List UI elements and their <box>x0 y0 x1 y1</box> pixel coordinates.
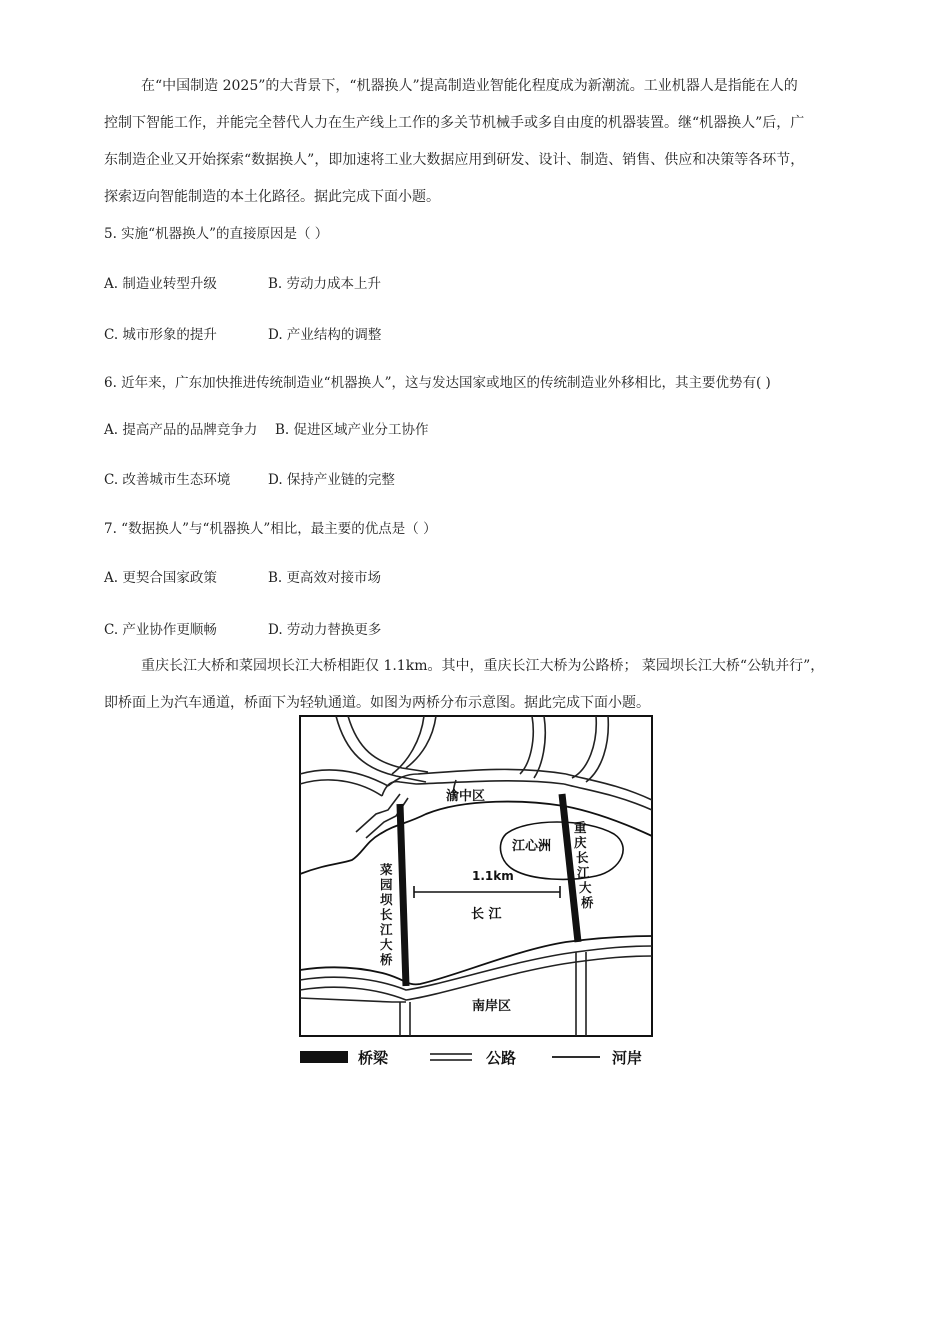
chongqing-char: 长 <box>576 850 589 865</box>
label-distance: 1.1km <box>472 869 514 883</box>
question-6-option-b: B. 促进区域产业分工协作 <box>275 422 429 438</box>
chongqing-char: 桥 <box>581 895 594 910</box>
label-jiangxinzhou: 江心洲 <box>512 839 552 854</box>
label-river: 长 江 <box>471 907 502 922</box>
question-7-option-b: B. 更高效对接市场 <box>268 570 382 586</box>
question-5-option-d: D. 产业结构的调整 <box>268 327 382 343</box>
question-5-option-a: A. 制造业转型升级 <box>104 276 217 292</box>
caiyuanba-char: 桥 <box>380 952 393 967</box>
passage-1-line: 控制下智能工作，并能完全替代人力在生产线上工作的多关节机械手或多自由度的机器装置。继“机器换人”后，广 <box>104 115 805 131</box>
passage-2-line: 即桥面上为汽车通道，桥面下为轻轨通道。如图为两桥分布示意图。据此完成下面小题。 <box>104 695 650 711</box>
question-5-option-c: C. 城市形象的提升 <box>104 327 217 343</box>
chongqing-char: 重 <box>574 820 587 835</box>
legend-bank-label: 河岸 <box>612 1049 643 1067</box>
question-7-option-c: C. 产业协作更顺畅 <box>104 622 217 638</box>
question-6-option-a: A. 提高产品的品牌竞争力 <box>104 422 258 438</box>
question-7-stem: 7. “数据换人”与“机器换人”相比，最主要的优点是（ ） <box>104 521 437 537</box>
label-yuzhong: 渝中区 <box>446 789 486 804</box>
legend-bridge-swatch <box>300 1051 348 1063</box>
chongqing-char: 庆 <box>574 835 587 850</box>
caiyuanba-char: 园 <box>380 877 393 892</box>
chongqing-char: 大 <box>579 880 592 895</box>
legend-road-label: 公路 <box>486 1049 517 1067</box>
passage-1-line: 探索迈向智能制造的本土化路径。据此完成下面小题。 <box>104 189 440 205</box>
label-caiyuanba-bridge <box>379 862 393 967</box>
question-6-stem: 6. 近年来，广东加快推进传统制造业“机器换人”，这与发达国家或地区的传统制造业外移相比，其主要优势有( ) <box>104 375 771 391</box>
question-7-option-d: D. 劳动力替换更多 <box>268 622 382 638</box>
passage-2-line: 重庆长江大桥和菜园坝长江大桥相距仅 1.1km。其中，重庆长江大桥为公路桥； 菜园坝长江大桥“公轨并行”， <box>141 658 825 674</box>
bridge-map-figure <box>296 714 656 1090</box>
caiyuanba-char: 菜 <box>380 862 393 877</box>
caiyuanba-char: 长 <box>380 907 393 922</box>
label-nanan: 南岸区 <box>472 999 512 1014</box>
question-5-option-b: B. 劳动力成本上升 <box>268 276 382 292</box>
legend-bridge-label: 桥梁 <box>358 1049 389 1067</box>
bridge-map-svg <box>296 714 656 1090</box>
caiyuanba-char: 坝 <box>380 892 393 907</box>
passage-1-line: 在“中国制造 2025”的大背景下，“机器换人”提高制造业智能化程度成为新潮流。工业机器人是指能在人的 <box>141 78 798 94</box>
question-6-option-c: C. 改善城市生态环境 <box>104 472 231 488</box>
map-legend <box>300 1049 642 1067</box>
question-5-stem: 5. 实施“机器换人”的直接原因是（ ） <box>104 226 329 242</box>
caiyuanba-char: 大 <box>380 937 393 952</box>
caiyuanba-char: 江 <box>380 922 393 937</box>
chongqing-char: 江 <box>577 865 590 880</box>
passage-1-line: 东制造企业又开始探索“数据换人”，即加速将工业大数据应用到研发、设计、制造、销售、供应和决策等各环节， <box>104 152 805 168</box>
question-6-option-d: D. 保持产业链的完整 <box>268 472 395 488</box>
question-7-option-a: A. 更契合国家政策 <box>104 570 217 586</box>
